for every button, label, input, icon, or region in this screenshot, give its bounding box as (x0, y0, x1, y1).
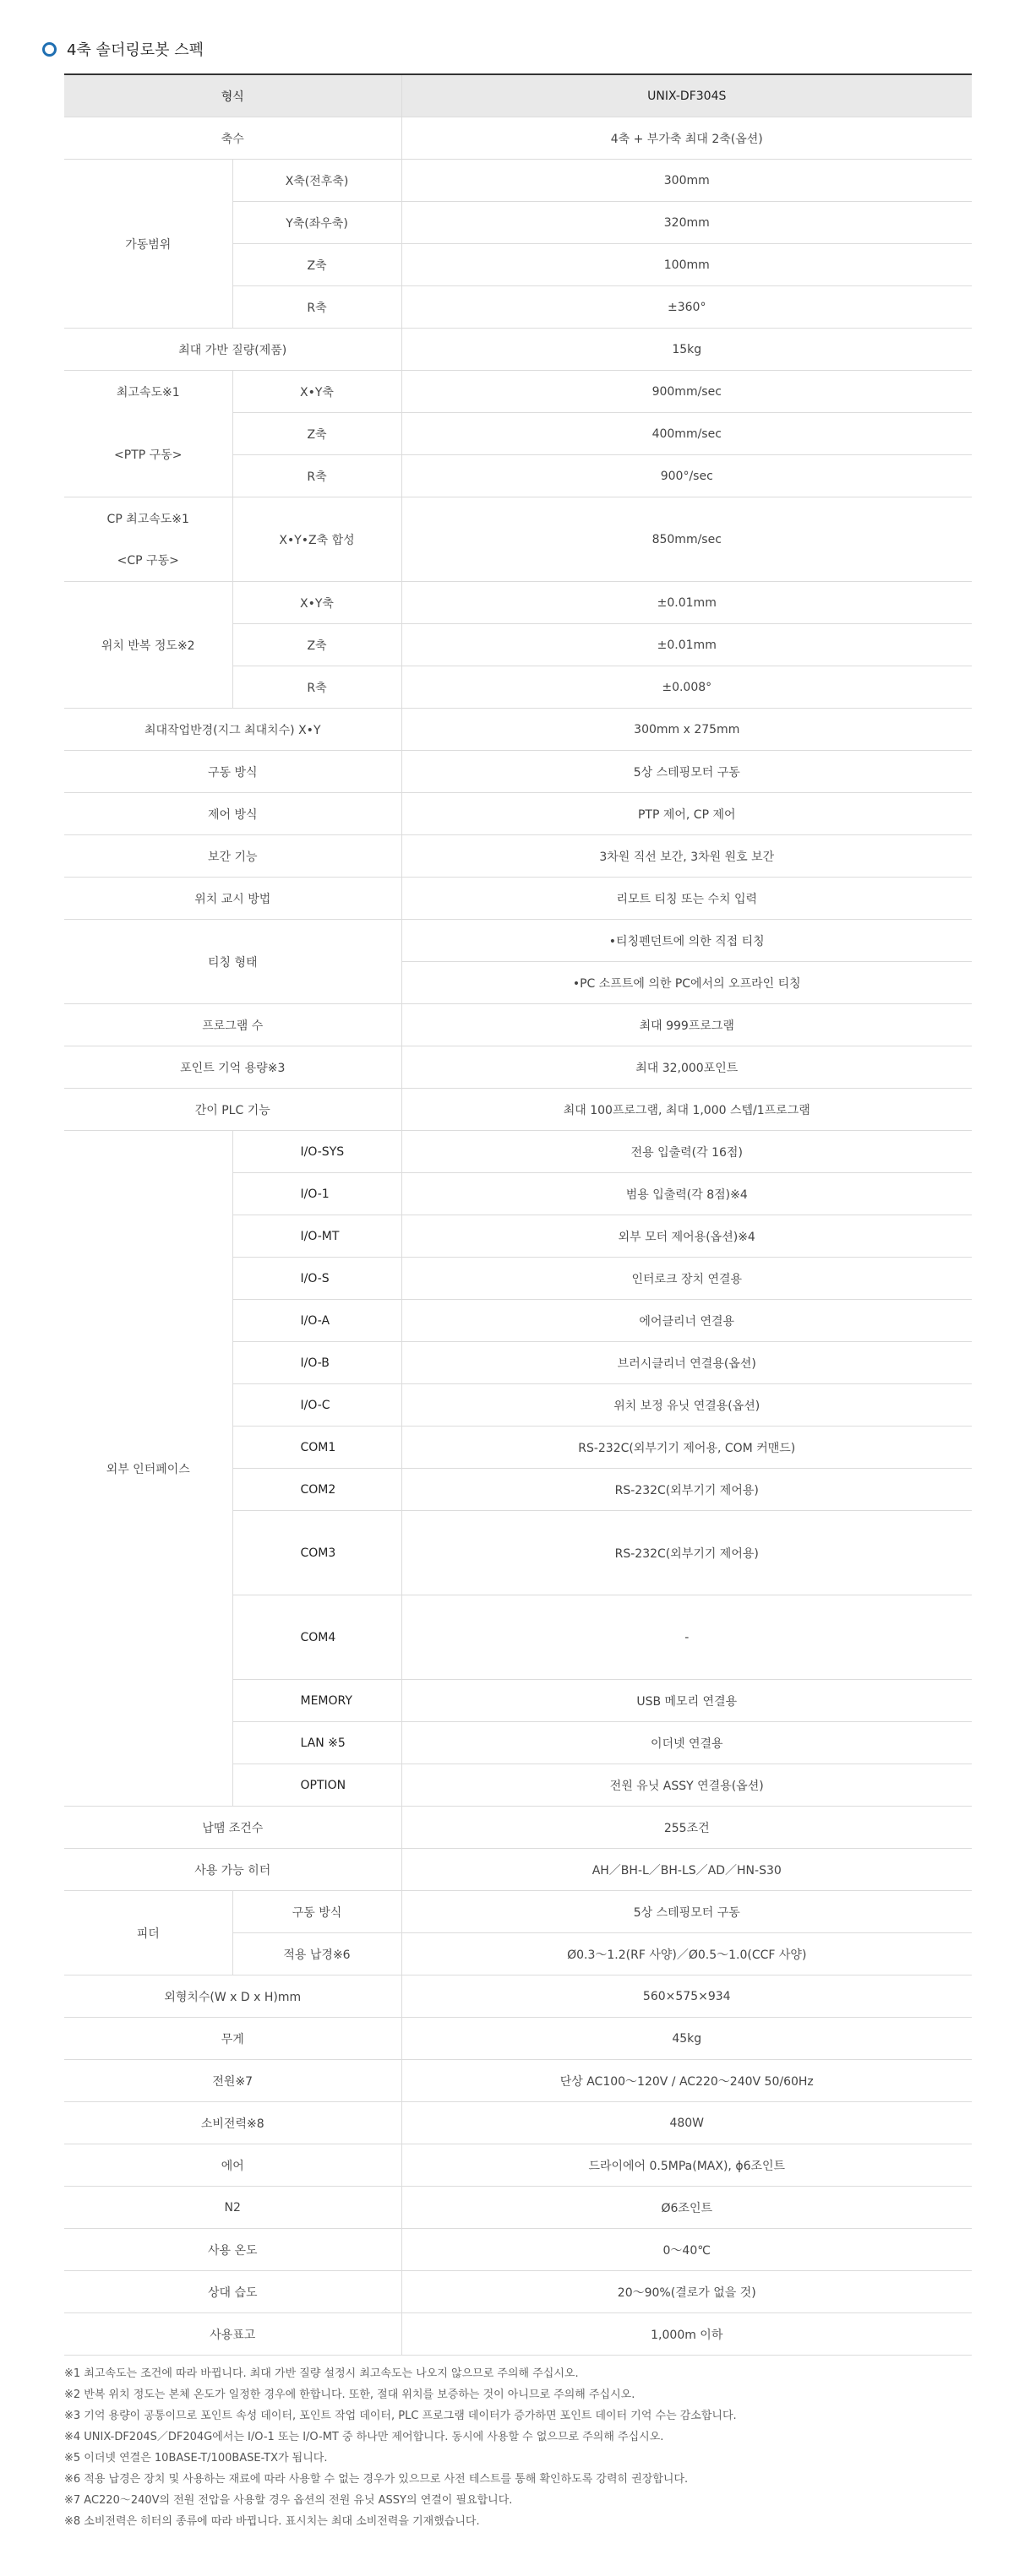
row-value: 리모트 티칭 또는 수치 입력 (401, 878, 972, 920)
row-value: Ø6조인트 (401, 2187, 972, 2229)
row-value: 1,000m 이하 (401, 2313, 972, 2356)
table-row (64, 751, 972, 793)
row-label: 에어 (64, 2144, 401, 2187)
row-sublabel: LAN ※5 (232, 1722, 401, 1764)
table-row (64, 1975, 972, 2018)
row-sublabel: COM2 (232, 1469, 401, 1511)
section-heading (42, 37, 204, 61)
row-value: 20～90%(결로가 없을 것) (401, 2271, 972, 2313)
table-row (64, 835, 972, 878)
table-header-row (64, 74, 972, 117)
table-row (64, 1891, 972, 1933)
row-label: 전원※7 (64, 2060, 401, 2102)
row-sublabel: I/O-SYS (232, 1131, 401, 1173)
row-label: N2 (64, 2187, 401, 2229)
row-sublabel: I/O-A (232, 1300, 401, 1342)
row-value: 300mm (401, 160, 972, 202)
row-sublabel: X•Y•Z축 합성 (232, 497, 401, 582)
row-label: 소비전력※8 (64, 2102, 401, 2144)
table-row (64, 2060, 972, 2102)
row-value: 드라이에어 0.5MPa(MAX), ɸ6조인트 (401, 2144, 972, 2187)
row-sublabel: Z축 (232, 624, 401, 666)
row-value: 3차원 직선 보간, 3차원 원호 보간 (401, 835, 972, 878)
row-value: 100mm (401, 244, 972, 286)
row-sublabel: MEMORY (232, 1680, 401, 1722)
row-value: 320mm (401, 202, 972, 244)
row-sublabel: I/O-1 (232, 1173, 401, 1215)
row-sublabel: COM3 (232, 1511, 401, 1595)
row-sublabel: I/O-C (232, 1384, 401, 1427)
row-value: 560×575×934 (401, 1975, 972, 2018)
row-label: 외부 인터페이스 (64, 1131, 232, 1807)
footnote: ※3 기억 용량이 공통이므로 포인트 속성 데이터, 포인트 작업 데이터, PLC 프로그램 데이터가 증가하면 포인트 데이터 기억 수는 감소합니다. (64, 2410, 737, 2422)
row-value: - (401, 1595, 972, 1680)
row-value: 300mm x 275mm (401, 709, 972, 751)
row-label: 사용표고 (64, 2313, 401, 2356)
spec-table (64, 73, 972, 2356)
table-row (64, 2313, 972, 2356)
table-row (64, 2271, 972, 2313)
header-model-label: 형식 (64, 74, 401, 117)
row-value: 5상 스테핑모터 구동 (401, 751, 972, 793)
footnote: ※5 이더넷 연결은 10BASE-T/100BASE-TX가 됩니다. (64, 2452, 328, 2465)
row-label: 티칭 형태 (64, 920, 401, 1004)
table-row (64, 582, 972, 624)
row-sublabel: OPTION (232, 1764, 401, 1807)
row-label: 납땜 조건수 (64, 1807, 401, 1849)
row-label: 피더 (64, 1891, 232, 1975)
row-value: 이더넷 연결용 (401, 1722, 972, 1764)
row-label: 보간 기능 (64, 835, 401, 878)
row-sublabel: X축(전후축) (232, 160, 401, 202)
row-value: 최대 100프로그램, 최대 1,000 스텝/1프로그램 (401, 1089, 972, 1131)
row-value: 15kg (401, 329, 972, 371)
row-label: 사용 온도 (64, 2229, 401, 2271)
table-row (64, 2144, 972, 2187)
row-value: 최대 999프로그램 (401, 1004, 972, 1046)
row-value: 전용 입출력(각 16점) (401, 1131, 972, 1173)
row-sublabel: R축 (232, 666, 401, 709)
row-sublabel: Z축 (232, 244, 401, 286)
row-sublabel: R축 (232, 286, 401, 329)
table-row (64, 878, 972, 920)
row-value: RS-232C(외부기기 제어용) (401, 1511, 972, 1595)
row-sublabel: X•Y축 (232, 371, 401, 413)
row-value: ±360° (401, 286, 972, 329)
table-row (64, 2187, 972, 2229)
row-label: <PTP 구동> (64, 413, 232, 497)
table-row (64, 920, 972, 962)
row-label: 프로그램 수 (64, 1004, 401, 1046)
table-row (64, 2102, 972, 2144)
row-value: RS-232C(외부기기 제어용, COM 커맨드) (401, 1427, 972, 1469)
row-value: Ø0.3～1.2(RF 사양)／Ø0.5～1.0(CCF 사양) (401, 1933, 972, 1975)
circle-bullet-icon (42, 42, 57, 57)
row-label: 최고속도※1 (64, 371, 232, 413)
row-label: 최대작업반경(지그 최대치수) X•Y (64, 709, 401, 751)
table-row (64, 1089, 972, 1131)
row-sublabel: X•Y축 (232, 582, 401, 624)
table-row (64, 709, 972, 751)
footnote: ※2 반복 위치 정도는 본체 온도가 일정한 경우에 한합니다. 또한, 절대 위치를 보증하는 것이 아니므로 주의해 주십시오. (64, 2389, 635, 2401)
row-value: USB 메모리 연결용 (401, 1680, 972, 1722)
row-sublabel: COM1 (232, 1427, 401, 1469)
row-label: 사용 가능 히터 (64, 1849, 401, 1891)
row-sublabel: I/O-S (232, 1258, 401, 1300)
row-value: RS-232C(외부기기 제어용) (401, 1469, 972, 1511)
row-sublabel: Z축 (232, 413, 401, 455)
row-value: 외부 모터 제어용(옵션)※4 (401, 1215, 972, 1258)
table-row (64, 1849, 972, 1891)
row-label: 외형치수(W x D x H)mm (64, 1975, 401, 2018)
row-value: PTP 제어, CP 제어 (401, 793, 972, 835)
row-value: 에어클리너 연결용 (401, 1300, 972, 1342)
table-row (64, 371, 972, 413)
footnote: ※1 최고속도는 조건에 따라 바뀝니다. 최대 가반 질량 설정시 최고속도는 나오지 않으므로 주의해 주십시오. (64, 2367, 579, 2380)
row-value: 480W (401, 2102, 972, 2144)
row-sublabel: 적용 납경※6 (232, 1933, 401, 1975)
table-row (64, 497, 972, 540)
row-value: 400mm/sec (401, 413, 972, 455)
footnotes (64, 2363, 977, 2532)
table-row (64, 2229, 972, 2271)
row-value: 브러시클리너 연결용(옵션) (401, 1342, 972, 1384)
footnote: ※6 적용 납경은 장치 및 사용하는 재료에 따라 사용할 수 없는 경우가 있으므로 사전 테스트를 통해 확인하도록 강력히 권장합니다. (64, 2473, 689, 2486)
row-label: 위치 반복 정도※2 (64, 582, 232, 709)
row-label: <CP 구동> (64, 540, 232, 582)
row-label: CP 최고속도※1 (64, 497, 232, 540)
row-sublabel: I/O-MT (232, 1215, 401, 1258)
row-label: 상대 습도 (64, 2271, 401, 2313)
header-model-value: UNIX-DF304S (401, 74, 972, 117)
table-row (64, 2018, 972, 2060)
row-value: 5상 스테핑모터 구동 (401, 1891, 972, 1933)
row-value: 인터로크 장치 연결용 (401, 1258, 972, 1300)
footnote: ※8 소비전력은 히터의 종류에 따라 바뀝니다. 표시치는 최대 소비전력을 기재했습니다. (64, 2515, 480, 2528)
row-label: 가동범위 (64, 160, 232, 329)
section-title: 4축 솔더링로봇 스펙 (67, 41, 204, 59)
row-value: 900mm/sec (401, 371, 972, 413)
table-row (64, 329, 972, 371)
row-sublabel: Y축(좌우축) (232, 202, 401, 244)
row-value: 4축 + 부가축 최대 2축(옵션) (401, 117, 972, 160)
row-label: 포인트 기억 용량※3 (64, 1046, 401, 1089)
row-value: 900°/sec (401, 455, 972, 497)
row-value: 255조건 (401, 1807, 972, 1849)
row-label: 최대 가반 질량(제품) (64, 329, 401, 371)
row-label: 축수 (64, 117, 401, 160)
row-value: AH／BH-L／BH-LS／AD／HN-S30 (401, 1849, 972, 1891)
row-value: 45kg (401, 2018, 972, 2060)
row-value: ±0.008° (401, 666, 972, 709)
row-sublabel: R축 (232, 455, 401, 497)
table-row (64, 160, 972, 202)
table-row (64, 1046, 972, 1089)
table-row (64, 1807, 972, 1849)
row-label: 무게 (64, 2018, 401, 2060)
table-row (64, 117, 972, 160)
row-value: ±0.01mm (401, 582, 972, 624)
row-value: •PC 소프트에 의한 PC에서의 오프라인 티칭 (401, 962, 972, 1004)
row-value: 위치 보정 유닛 연결용(옵션) (401, 1384, 972, 1427)
row-label: 제어 방식 (64, 793, 401, 835)
row-sublabel: I/O-B (232, 1342, 401, 1384)
row-value: ±0.01mm (401, 624, 972, 666)
row-value: 전원 유닛 ASSY 연결용(옵션) (401, 1764, 972, 1807)
table-row (64, 413, 972, 455)
row-value: 0～40℃ (401, 2229, 972, 2271)
row-value: •티칭펜던트에 의한 직접 티칭 (401, 920, 972, 962)
row-value: 단상 AC100～120V / AC220～240V 50/60Hz (401, 2060, 972, 2102)
row-label: 구동 방식 (64, 751, 401, 793)
row-sublabel: 구동 방식 (232, 1891, 401, 1933)
footnote: ※7 AC220～240V의 전원 전압을 사용할 경우 옵션의 전원 유닛 ASSY의 연결이 필요합니다. (64, 2494, 513, 2507)
row-value: 최대 32,000포인트 (401, 1046, 972, 1089)
row-sublabel: COM4 (232, 1595, 401, 1680)
row-label: 간이 PLC 기능 (64, 1089, 401, 1131)
row-value: 범용 입출력(각 8점)※4 (401, 1173, 972, 1215)
row-value: 850mm/sec (401, 497, 972, 582)
table-row (64, 1004, 972, 1046)
table-row (64, 1131, 972, 1173)
footnote: ※4 UNIX-DF204S／DF204G에서는 I/O-1 또는 I/O-MT 중 하나만 제어합니다. 동시에 사용할 수 없으므로 주의해 주십시오. (64, 2431, 664, 2443)
row-label: 위치 교시 방법 (64, 878, 401, 920)
table-row (64, 793, 972, 835)
